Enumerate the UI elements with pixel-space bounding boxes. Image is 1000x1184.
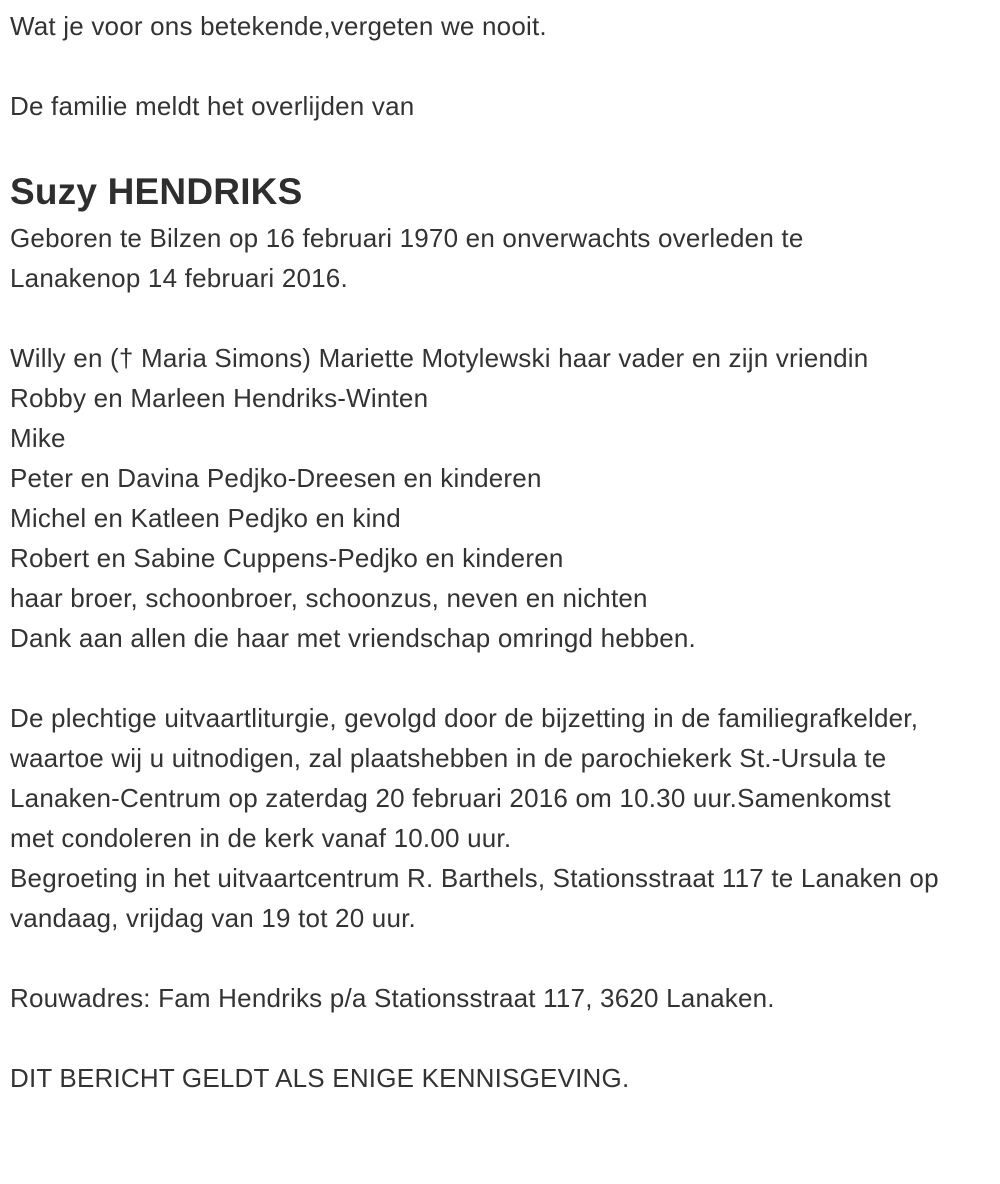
birth-death-info: Geboren te Bilzen op 16 februari 1970 en onverwachts overleden te Lanakenop 14 februari 2016. bbox=[10, 223, 804, 293]
family-thanks-line: Dank aan allen die haar met vriendschap omringd hebben. bbox=[10, 623, 696, 653]
family-list bbox=[10, 338, 940, 658]
opening-quote: Wat je voor ons betekende,vergeten we nooit. bbox=[10, 11, 547, 41]
announcement-line: De familie meldt het overlijden van bbox=[10, 91, 415, 121]
closing-statement: DIT BERICHT GELDT ALS ENIGE KENNISGEVING. bbox=[10, 1063, 630, 1093]
family-line: Robby en Marleen Hendriks-Winten bbox=[10, 383, 429, 413]
family-line: haar broer, schoonbroer, schoonzus, neven en nichten bbox=[10, 583, 648, 613]
service-ceremony-line: De plechtige uitvaartliturgie, gevolgd door de bijzetting in de familiegrafkelder, waartoe wij u uitnodigen, zal plaatshebben in de parochiekerk St.-Ursula te Lanaken-Centrum op zaterdag 20 februari 2016 om 10.30 uur.Samenkomst met condoleren in de kerk vanaf 10.00 uur. bbox=[10, 703, 919, 853]
service-visitation-line: Begroeting in het uitvaartcentrum R. Barthels, Stationsstraat 117 te Lanaken op vandaag, vrijdag van 19 tot 20 uur. bbox=[10, 863, 939, 933]
family-line: Peter en Davina Pedjko-Dreesen en kinderen bbox=[10, 463, 542, 493]
family-line: Willy en († Maria Simons) Mariette Motylewski haar vader en zijn vriendin bbox=[10, 343, 869, 373]
mourning-address: Rouwadres: Fam Hendriks p/a Stationsstraat 117, 3620 Lanaken. bbox=[10, 983, 775, 1013]
deceased-name: Suzy HENDRIKS bbox=[10, 171, 303, 212]
family-line: Mike bbox=[10, 423, 66, 453]
service-info bbox=[10, 698, 940, 938]
family-line: Robert en Sabine Cuppens-Pedjko en kinderen bbox=[10, 543, 564, 573]
family-line: Michel en Katleen Pedjko en kind bbox=[10, 503, 401, 533]
